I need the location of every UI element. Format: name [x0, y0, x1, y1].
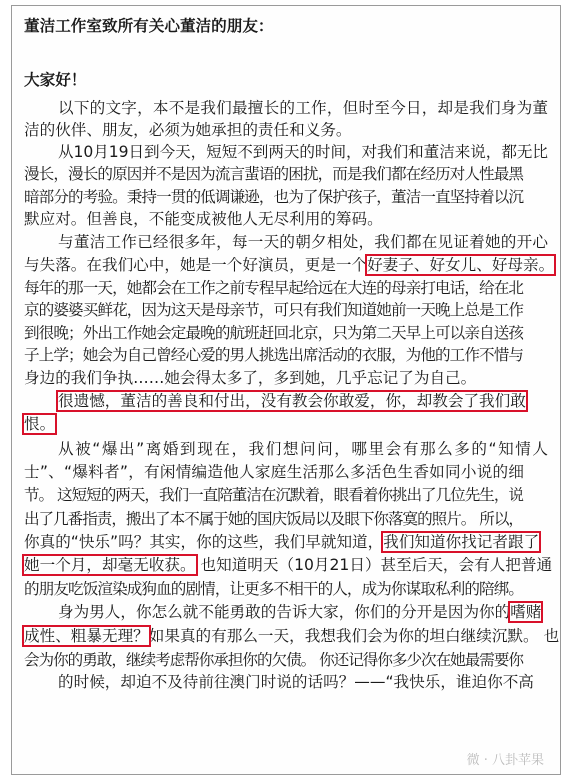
document-title: 董洁工作室致所有关心董洁的朋友： [24, 17, 274, 35]
text-line [58, 671, 534, 693]
highlighted-text: 我们知道你找记者跟了 [383, 533, 540, 551]
text-line [24, 554, 552, 576]
highlighted-text: 她一个月，却毫无收获。 [24, 556, 196, 574]
text-segment: 如果真的有那么一天，我想我们会为你的坦白继续沉默。 也 [148, 627, 560, 645]
text-line [24, 254, 554, 276]
text-line [58, 231, 548, 253]
text-segment: 身为男人，你怎么就不能勇敢的告诉大家，你们的分开是因为你的 [58, 603, 511, 621]
text-segment: 的朋友吃饭渲染成狗血的剧情，让更多不相干的人，成为你谋取私利的陪绑。 [24, 580, 524, 598]
text-segment: 到很晚；外出工作她会定最晚的航班赶回北京，只为第二天早上可以亲自送孩 [24, 324, 524, 342]
text-segment: 漫长，漫长的原因并不是因为流言蜚语的困扰，而是我们都在经历对人性最黑 [24, 165, 524, 183]
highlighted-text: 好妻子、好女儿、好母亲。 [367, 256, 555, 274]
text-line [24, 531, 539, 553]
text-segment: 每年的那一天，她都会在工作之前专程早起给远在大连的母亲打电话，给在北 [24, 279, 524, 297]
text-segment: 出了几番指责，搬出了本不属于她的国庆饭局以及眼下你落寞的照片。 所以， [24, 510, 523, 528]
text-segment: 暗部分的考验。秉持一贯的低调谦逊，也为了保护孩子，董洁一直坚持着以沉 [24, 188, 524, 206]
text-line [24, 625, 559, 647]
text-segment: 身边的我们争执……她会得太多了，多到她，几乎忘记了为自己。 [24, 369, 477, 387]
text-segment: 京的婆婆买鲜花，因为这天是母亲节，可只有我们知道她前一天晚上总是工作 [24, 301, 524, 319]
text-line [58, 438, 550, 460]
text-line [24, 344, 523, 366]
text-segment: 会为你的勇敢，继续考虑帮你承担你的欠债。 你还记得你多少次在她最需要你 [24, 651, 523, 669]
text-segment: 也知道明天（10月21日）甚至后天，会有人把普通 [195, 556, 553, 574]
text-line [24, 578, 523, 600]
text-segment: 从被“爆出”离婚到现在，我们想问问，哪里会有那么多的“知情人 [58, 440, 550, 458]
text-line [24, 413, 55, 435]
highlighted-text: 很遗憾，董洁的善良和付出，没有教会你敢爱，你，却教会了我们敢 [58, 392, 526, 410]
text-line [24, 322, 523, 344]
text-segment: 与董洁工作已经很多年，每一天的朝夕相处，我们都在见证着她的开心 [58, 233, 549, 251]
text-segment: 士”、“爆料者”，有闲情编造他人家庭生活那么多活色生香如同小说的细 [24, 463, 525, 481]
text-line [24, 484, 523, 506]
text-line [24, 508, 523, 530]
text-segment: 以下的文字，本不是我们最擅长的工作，但时至今日，却是我们身为董 [58, 99, 549, 117]
text-line [24, 367, 476, 389]
text-segment: 洁的伙伴、朋友，必须为她承担的责任和义务。 [24, 121, 352, 139]
text-segment: 子上学；她会为自己曾经心爱的男人挑选出席活动的衣服，为他的工作不惜与 [24, 346, 524, 364]
highlighted-text: 成性、粗暴无理？ [24, 627, 149, 645]
text-segment: 的时候，却迫不及待前往澳门时说的话吗？——“我快乐，谁迫你不高 [58, 673, 534, 691]
text-segment: 从10月19日到今天，短短不到两天的时间，对我们和董洁来说，都无比 [58, 143, 548, 161]
text-segment: 节。 这短短的两天，我们一直陪董洁在沉默着，眼看着你挑出了几位先生，说 [24, 486, 523, 504]
text-line [24, 649, 523, 671]
text-line [24, 461, 524, 483]
watermark: 微 · 八卦苹果 [466, 753, 544, 768]
text-line [24, 208, 383, 230]
text-line [24, 186, 523, 208]
greeting: 大家好！ [24, 71, 87, 89]
document-page [11, 5, 561, 775]
text-segment: 默应对。但善良，不能变成被他人无尽利用的筹码。 [24, 210, 383, 228]
text-line [24, 119, 351, 141]
text-line [24, 163, 523, 185]
text-line [24, 299, 523, 321]
text-segment: 你真的“快乐”吗？其实，你的这些，我们早就知道， [24, 533, 384, 551]
text-line [58, 390, 526, 412]
highlighted-text: 嗜赌 [510, 603, 542, 621]
highlighted-text: 恨。 [24, 415, 56, 433]
text-line [58, 141, 548, 163]
text-line [24, 277, 523, 299]
text-line [58, 97, 548, 119]
text-line [58, 601, 541, 623]
text-segment: 与失落。在我们心中，她是一个好演员，更是一个 [24, 256, 368, 274]
